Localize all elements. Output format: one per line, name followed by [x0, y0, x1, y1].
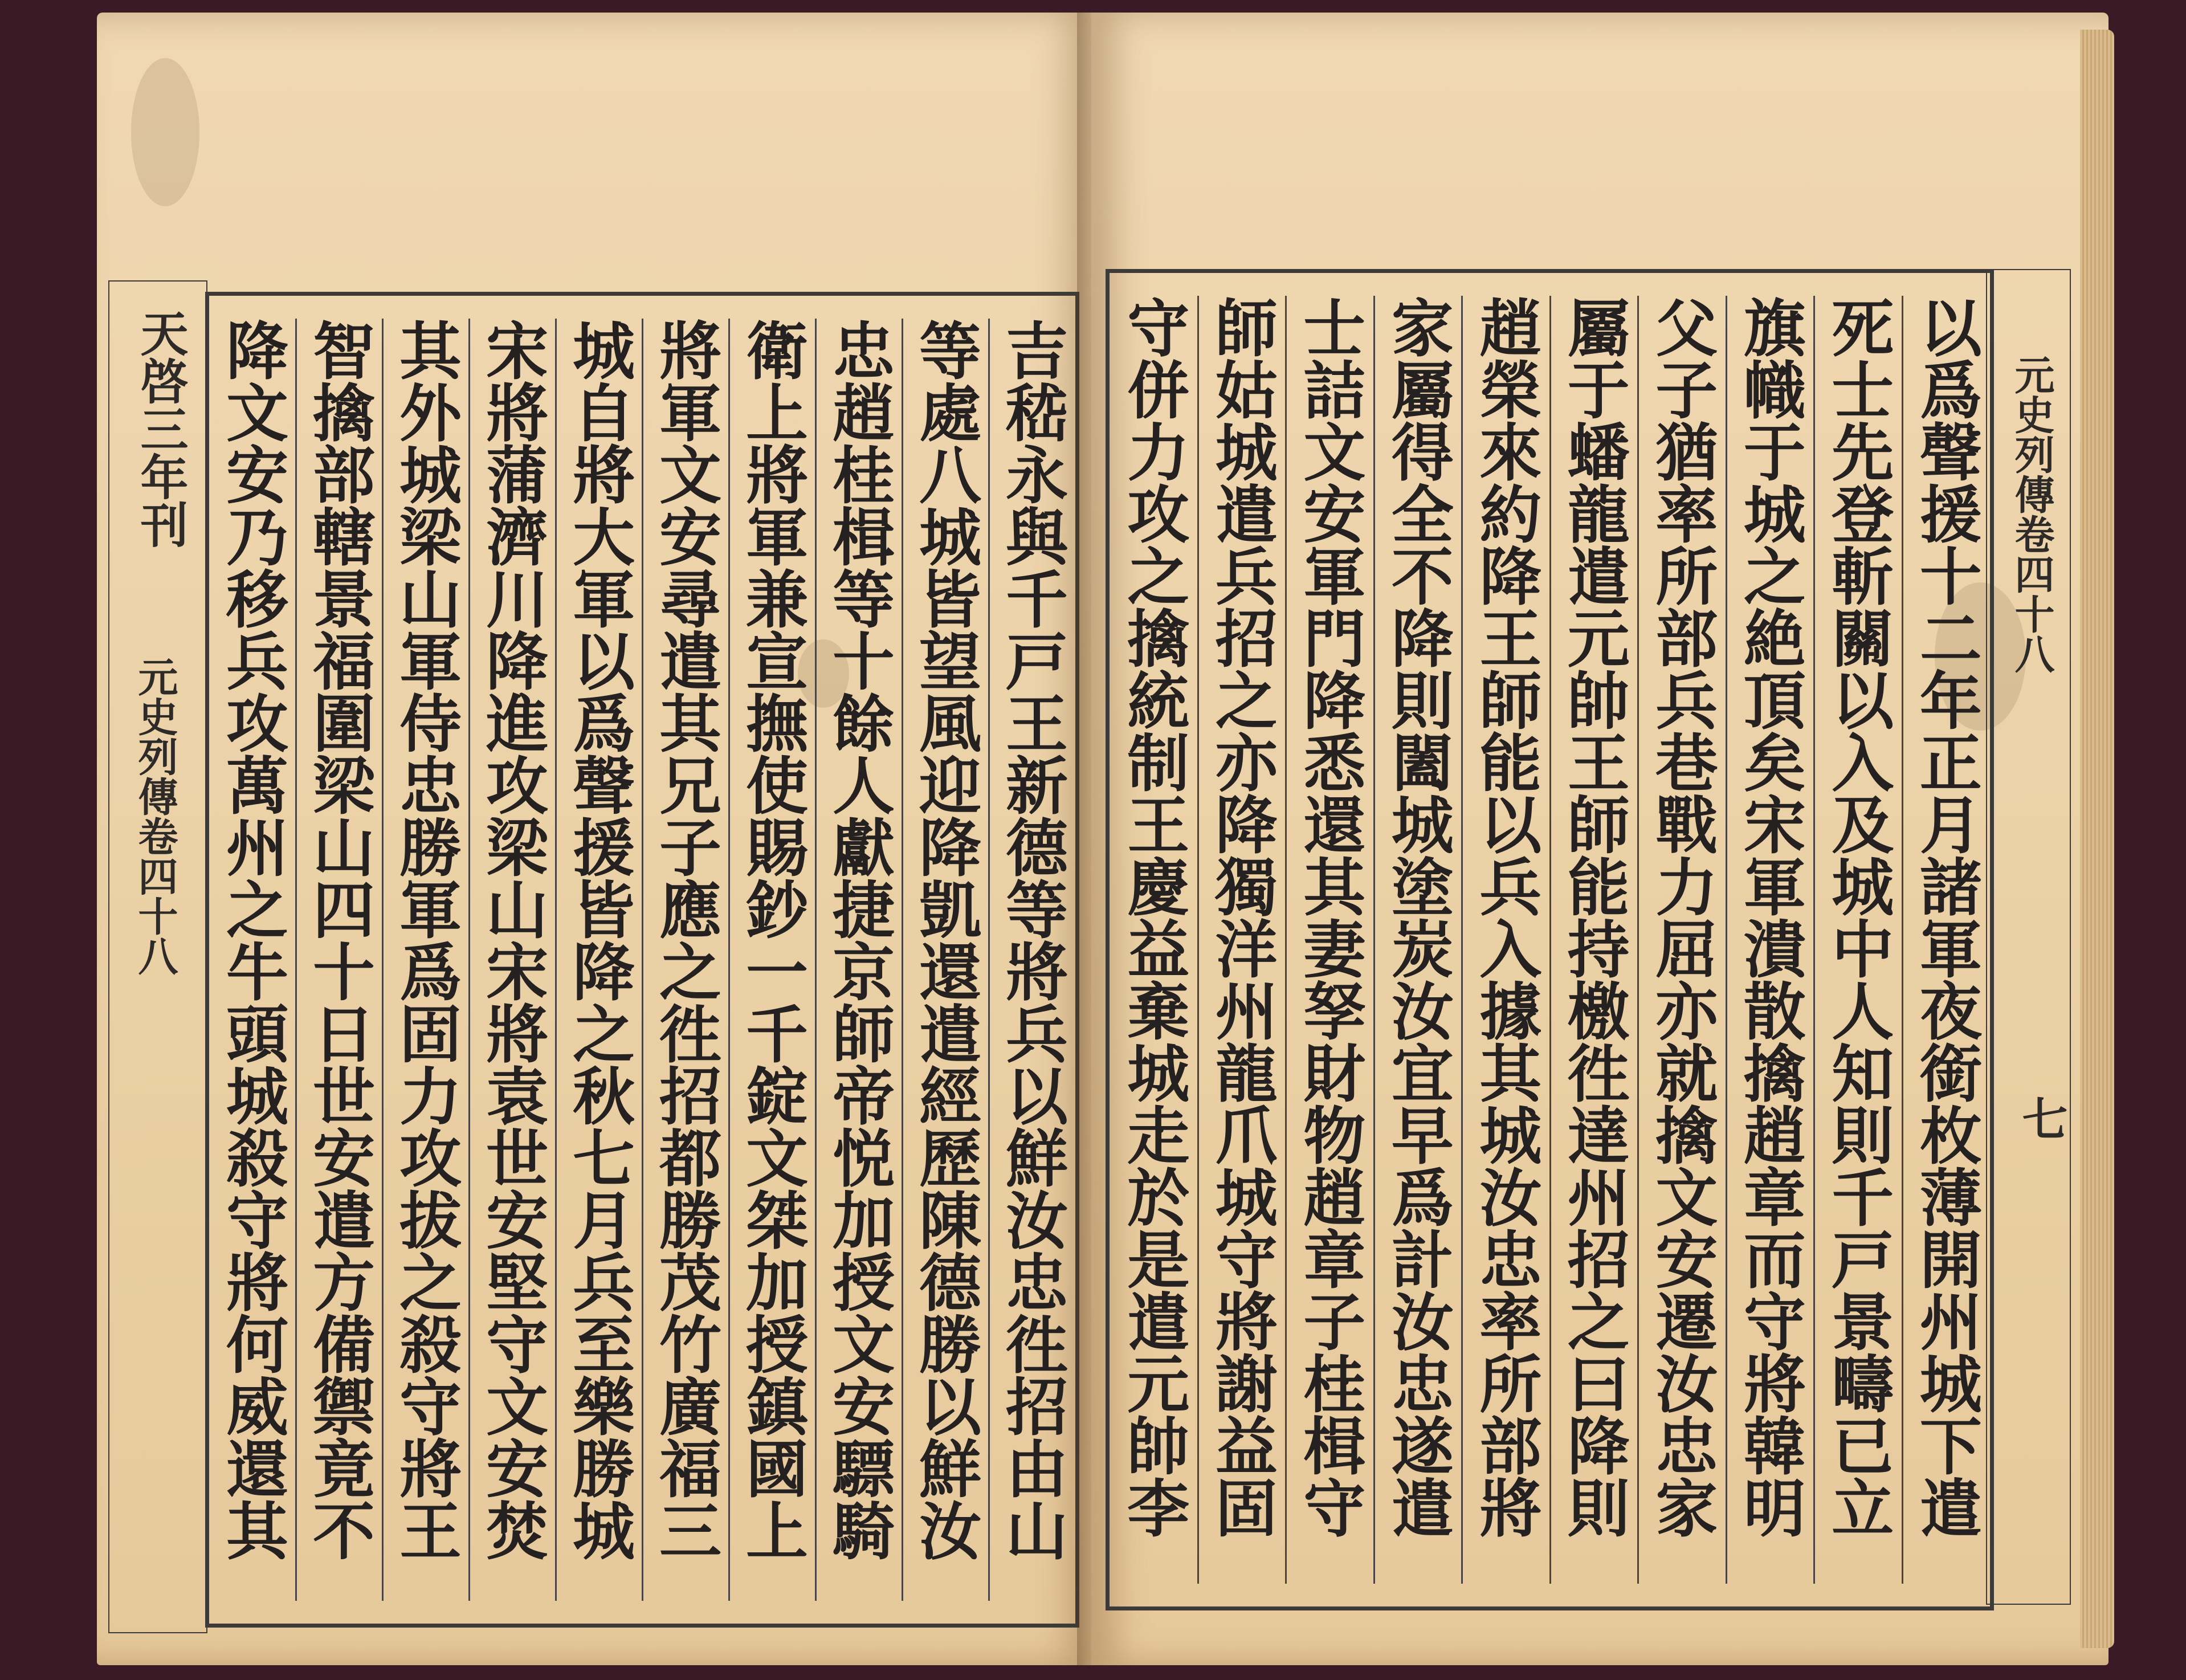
left-page [97, 13, 1091, 1665]
open-book [97, 13, 2108, 1665]
text-column [642, 319, 729, 1601]
print-date-text: 天啓三年刊 [133, 309, 189, 548]
right-margin-title: 元史列傳卷四十八 [2008, 354, 2056, 674]
column-text: 智擒部轄景福圍梁山四十日世安遣方備禦竟不 [303, 319, 376, 1561]
column-text: 旗幟于城之絶頂矣宋軍潰散擒趙章而守將韓明 [1734, 296, 1807, 1538]
column-text: 宋將蒲濟川降進攻梁山宋將袁世安堅守文安焚 [476, 319, 549, 1561]
text-column [1638, 296, 1726, 1584]
text-column [1374, 296, 1462, 1584]
text-column [1462, 296, 1550, 1584]
column-text: 城自將大軍以爲聲援皆降之秋七月兵至樂勝城 [562, 319, 636, 1561]
column-text: 家屬得全不降則闔城塗炭汝宜早爲計汝忠遂遣 [1381, 296, 1455, 1538]
text-column [902, 319, 989, 1601]
text-column [989, 319, 1075, 1601]
text-column [1110, 296, 1198, 1584]
column-text: 吉嵇永與千戸王新德等將兵以鮮汝忠徃招由山 [996, 319, 1069, 1561]
left-text-frame [205, 292, 1079, 1628]
column-text: 趙榮來約降王師能以兵入據其城汝忠率所部將 [1469, 296, 1543, 1538]
column-text: 等處八城皆望風迎降凱還遣經歷陳德勝以鮮汝 [909, 319, 982, 1561]
text-column [1902, 296, 1991, 1584]
text-column [1814, 296, 1902, 1584]
left-margin-title: 元史列傳卷四十八 [132, 656, 179, 976]
column-text: 士詰文安軍門降悉還其妻孥財物趙章子桂楫守 [1293, 296, 1367, 1538]
text-column [296, 319, 382, 1601]
text-column [815, 319, 902, 1601]
text-column [209, 319, 296, 1601]
text-column [382, 319, 469, 1601]
column-text: 死士先登斬關以入及城中人知則千戸景疇已立 [1821, 296, 1895, 1538]
page-stack-edge [2080, 30, 2114, 1648]
text-column [1550, 296, 1638, 1584]
text-column [556, 319, 642, 1601]
column-text: 忠趙桂楫等十餘人獻捷京師帝悦加授文安驃騎 [822, 319, 896, 1561]
column-text: 其外城梁山軍侍忠勝軍爲固力攻拔之殺守將王 [389, 319, 463, 1561]
text-column [729, 319, 815, 1601]
right-text-frame [1106, 269, 1994, 1610]
page-number: 七 [2014, 1095, 2068, 1141]
column-text: 師姑城遣兵招之亦降獨洋州龍爪城守將謝益固 [1205, 296, 1279, 1538]
column-text: 以爲聲援十二年正月諸軍夜銜枚薄開州城下遣 [1910, 296, 1983, 1538]
stain [131, 58, 199, 206]
column-text: 衛上將軍兼宣撫使賜鈔一千錠文桀加授鎮國上 [736, 319, 809, 1561]
text-column [1198, 296, 1286, 1584]
column-text: 屬于蟠龍遣元帥王師能持檄徃達州招之曰降則 [1557, 296, 1631, 1538]
text-column [469, 319, 556, 1601]
column-text: 降文安乃移兵攻萬州之牛頭城殺守將何威還其 [216, 319, 289, 1561]
column-text: 守併力攻之擒統制王慶益棄城走於是遣元帥李 [1117, 296, 1190, 1538]
text-column [1726, 296, 1814, 1584]
column-text: 父子猶率所部兵巷戰力屈亦就擒文安遷汝忠家 [1645, 296, 1719, 1538]
text-column [1286, 296, 1374, 1584]
column-text: 將軍文安尋遣其兄子應之徃招都勝茂竹廣福三 [649, 319, 723, 1561]
right-page [1091, 13, 2108, 1665]
